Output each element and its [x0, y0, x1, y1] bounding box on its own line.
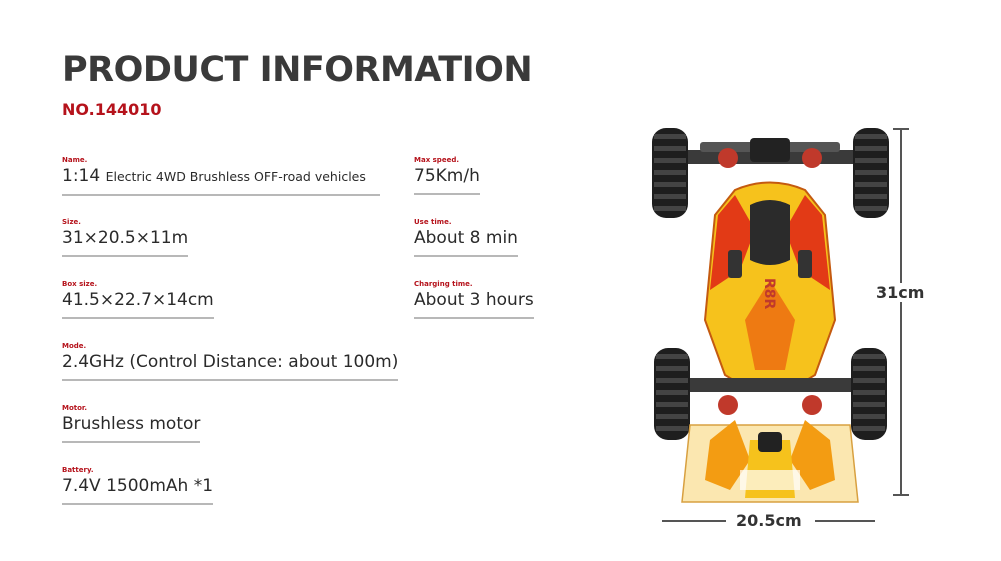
width-dimension-label: 20.5cm	[736, 511, 802, 530]
front-right-shock	[802, 395, 822, 415]
spec-use-time-label: Use time.	[414, 218, 452, 226]
spec-max-speed	[414, 155, 480, 195]
spec-battery	[62, 465, 213, 505]
length-dimension-line	[900, 128, 902, 496]
spec-size	[62, 217, 188, 257]
spec-use-time	[414, 217, 518, 257]
spec-battery-label: Battery.	[62, 466, 94, 474]
spec-charging-time-label: Charging time.	[414, 280, 473, 288]
length-dimension-cap-bottom	[893, 494, 909, 496]
spec-name	[62, 155, 380, 196]
spec-name-description: Electric 4WD Brushless OFF-road vehicles	[105, 169, 366, 184]
length-dimension-label: 31cm	[876, 283, 925, 302]
spec-box-size-label: Box size.	[62, 280, 98, 288]
wheel-front-right	[851, 348, 887, 440]
side-vent-right	[798, 250, 812, 278]
spec-mode	[62, 341, 398, 381]
model-number: NO.144010	[62, 100, 162, 119]
rear-left-shock	[718, 148, 738, 168]
rc-car-image	[640, 120, 900, 510]
spec-max-speed-label: Max speed.	[414, 156, 459, 164]
spec-mode-label: Mode.	[62, 342, 87, 350]
spec-name-label: Name.	[62, 156, 88, 164]
wheel-rear-left	[652, 128, 688, 218]
wheel-rear-right	[853, 128, 889, 218]
cockpit	[750, 200, 790, 265]
spec-mode-value: 2.4GHz (Control Distance: about 100m)	[62, 351, 398, 381]
side-vent-left	[728, 250, 742, 278]
rear-bumper	[750, 138, 790, 162]
wheel-front-left	[654, 348, 690, 440]
rear-right-shock	[802, 148, 822, 168]
front-left-shock	[718, 395, 738, 415]
front-bulkhead	[758, 432, 782, 452]
spec-max-speed-value: 75Km/h	[414, 165, 480, 195]
body-logo: R8R	[761, 278, 777, 310]
length-dimension-cap-top	[893, 128, 909, 130]
width-dimension-line-left	[662, 520, 726, 522]
spec-battery-value: 7.4V 1500mAh *1	[62, 475, 213, 505]
spec-motor-label: Motor.	[62, 404, 88, 412]
spec-charging-time-value: About 3 hours	[414, 289, 534, 319]
spec-box-size	[62, 279, 214, 319]
spec-name-value	[62, 165, 380, 196]
spec-charging-time	[414, 279, 534, 319]
spec-name-scale: 1:14	[62, 166, 101, 186]
front-arm	[680, 378, 860, 392]
spec-motor	[62, 403, 200, 443]
spec-use-time-value: About 8 min	[414, 227, 518, 257]
page-title: PRODUCT INFORMATION	[62, 50, 533, 90]
spec-motor-value: Brushless motor	[62, 413, 200, 443]
wing-number-plate	[740, 470, 800, 490]
spec-box-size-value: 41.5×22.7×14cm	[62, 289, 214, 319]
width-dimension-line-right	[815, 520, 875, 522]
spec-size-label: Size.	[62, 218, 81, 226]
spec-size-value: 31×20.5×11m	[62, 227, 188, 257]
